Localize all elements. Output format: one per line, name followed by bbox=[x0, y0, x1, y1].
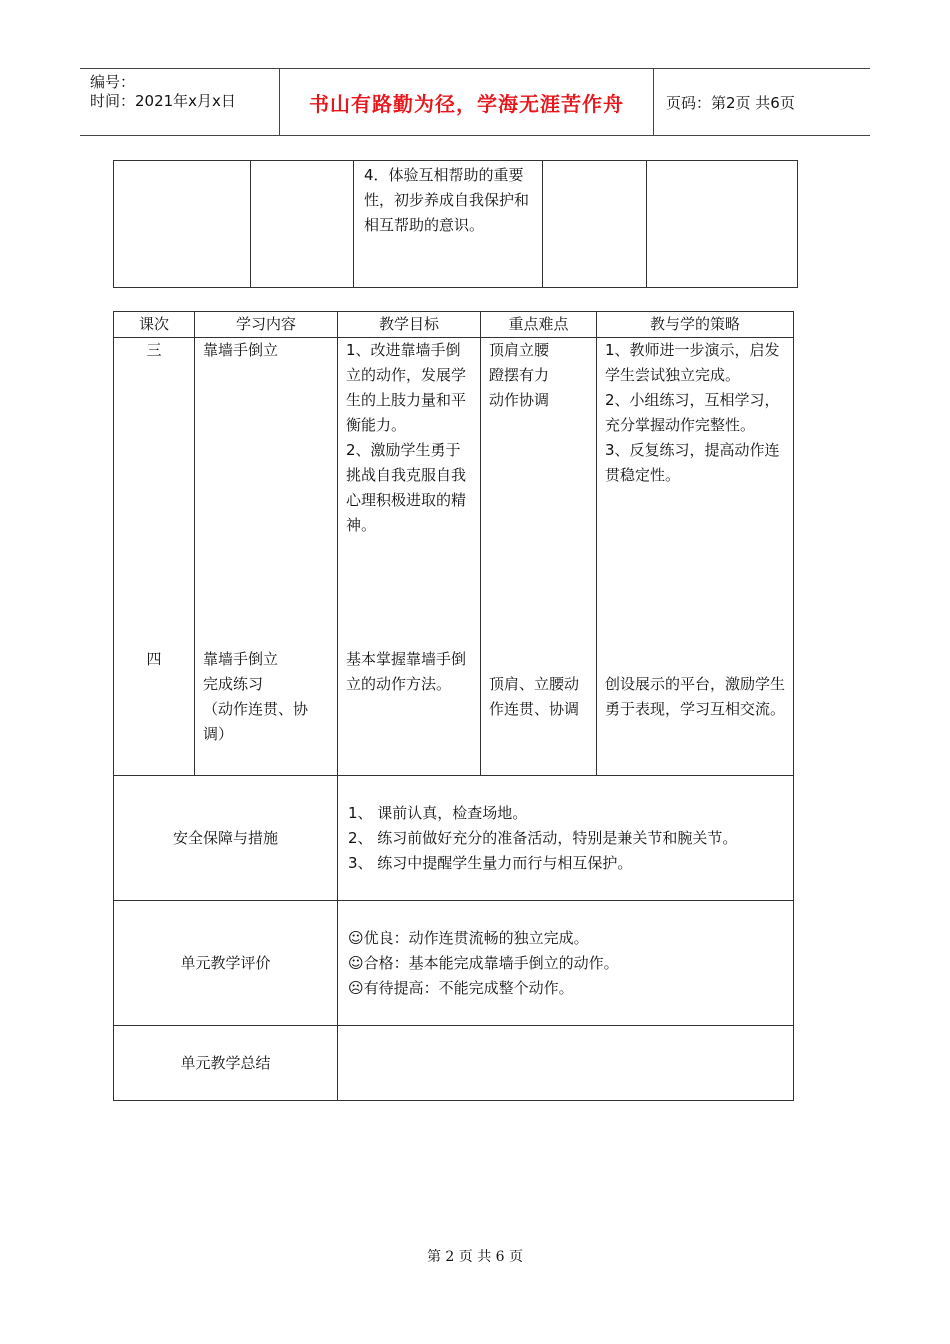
col-header-lesson: 课次 bbox=[114, 312, 195, 338]
page-footer: 第 2 页 共 6 页 bbox=[426, 1249, 524, 1265]
evaluation-label: 单元教学评价 bbox=[114, 901, 338, 1026]
lesson4-keypoints: 顶肩、立腰动作连贯、协调 bbox=[489, 675, 580, 718]
page-header bbox=[80, 68, 870, 136]
lesson3-content: 靠墙手倒立 bbox=[203, 341, 279, 359]
lesson3-goal-1: 1、改进靠墙手倒立的动作，发展学生的上肢力量和平衡能力。 bbox=[346, 341, 467, 434]
evaluation-list bbox=[338, 901, 794, 1026]
summary-row bbox=[114, 1026, 794, 1101]
lesson4-number: 四 bbox=[146, 650, 162, 668]
lesson4-content-2: 完成练习 bbox=[203, 675, 264, 693]
top-cell-1 bbox=[114, 161, 251, 288]
evaluation-item: ☺优良：动作连贯流畅的独立完成。 bbox=[348, 928, 589, 947]
top-cell-4 bbox=[543, 161, 647, 288]
top-cell-2 bbox=[251, 161, 354, 288]
lesson4-content-3: （动作连贯、协调） bbox=[203, 700, 309, 743]
number-label: 编号： bbox=[90, 73, 136, 91]
lesson3-keypoint-3: 动作协调 bbox=[489, 391, 550, 409]
top-goal-text: 4．体验互相帮助的重要性，初步养成自我保护和相互帮助的意识。 bbox=[364, 166, 530, 234]
lesson-number-cell bbox=[114, 338, 195, 776]
top-table bbox=[113, 160, 798, 288]
evaluation-item: ☹有待提高：不能完成整个动作。 bbox=[348, 978, 574, 997]
top-cell-5 bbox=[647, 161, 798, 288]
safety-item: 1、 课前认真，检查场地。 bbox=[348, 803, 528, 822]
lesson3-strategy-2: 2、小组练习，互相学习，充分掌握动作完整性。 bbox=[605, 391, 780, 434]
safety-item: 3、 练习中提醒学生量力而行与相互保护。 bbox=[348, 853, 633, 872]
lesson3-keypoint-1: 顶肩立腰 bbox=[489, 341, 550, 359]
lesson-content-cell bbox=[195, 338, 338, 776]
lesson3-strategy-1: 1、教师进一步演示，启发学生尝试独立完成。 bbox=[605, 341, 780, 384]
lesson3-strategy-3: 3、反复练习，提高动作连贯稳定性。 bbox=[605, 441, 780, 484]
lesson3-number: 三 bbox=[146, 341, 162, 359]
lesson-goals-cell bbox=[338, 338, 481, 776]
lesson4-strategies: 创设展示的平台，激励学生勇于表现，学习互相交流。 bbox=[605, 675, 786, 718]
summary-label: 单元教学总结 bbox=[114, 1026, 338, 1101]
col-header-keypoints: 重点难点 bbox=[481, 312, 597, 338]
lesson3-goal-2: 2、激励学生勇于挑战自我克服自我心理积极进取的精神。 bbox=[346, 441, 467, 534]
time-label: 时间：2021年x月x日 bbox=[90, 92, 236, 110]
lesson-keypoints-cell bbox=[481, 338, 597, 776]
main-table bbox=[113, 311, 794, 1101]
lesson-strategies-cell bbox=[597, 338, 794, 776]
header-meta bbox=[80, 69, 280, 135]
header-row bbox=[114, 312, 794, 338]
header-page-code: 页码：第2页 共6页 bbox=[666, 93, 795, 112]
lesson4-goals: 基本掌握靠墙手倒立的动作方法。 bbox=[346, 650, 467, 693]
col-header-content: 学习内容 bbox=[195, 312, 338, 338]
top-goal-cell bbox=[354, 161, 543, 288]
lesson3-keypoint-2: 蹬摆有力 bbox=[489, 366, 550, 384]
evaluation-row bbox=[114, 901, 794, 1026]
lesson4-content-1: 靠墙手倒立 bbox=[203, 650, 279, 668]
lesson-row bbox=[114, 338, 794, 776]
safety-list bbox=[338, 776, 794, 901]
motto: 书山有路勤为径，学海无涯苦作舟 bbox=[309, 91, 624, 116]
summary-content bbox=[338, 1026, 794, 1101]
safety-row bbox=[114, 776, 794, 901]
safety-label: 安全保障与措施 bbox=[114, 776, 338, 901]
col-header-strategies: 教与学的策略 bbox=[597, 312, 794, 338]
header-motto-cell bbox=[280, 69, 654, 135]
safety-item: 2、 练习前做好充分的准备活动，特别是兼关节和腕关节。 bbox=[348, 828, 738, 847]
col-header-goals: 教学目标 bbox=[338, 312, 481, 338]
evaluation-item: ☺合格：基本能完成靠墙手倒立的动作。 bbox=[348, 953, 619, 972]
